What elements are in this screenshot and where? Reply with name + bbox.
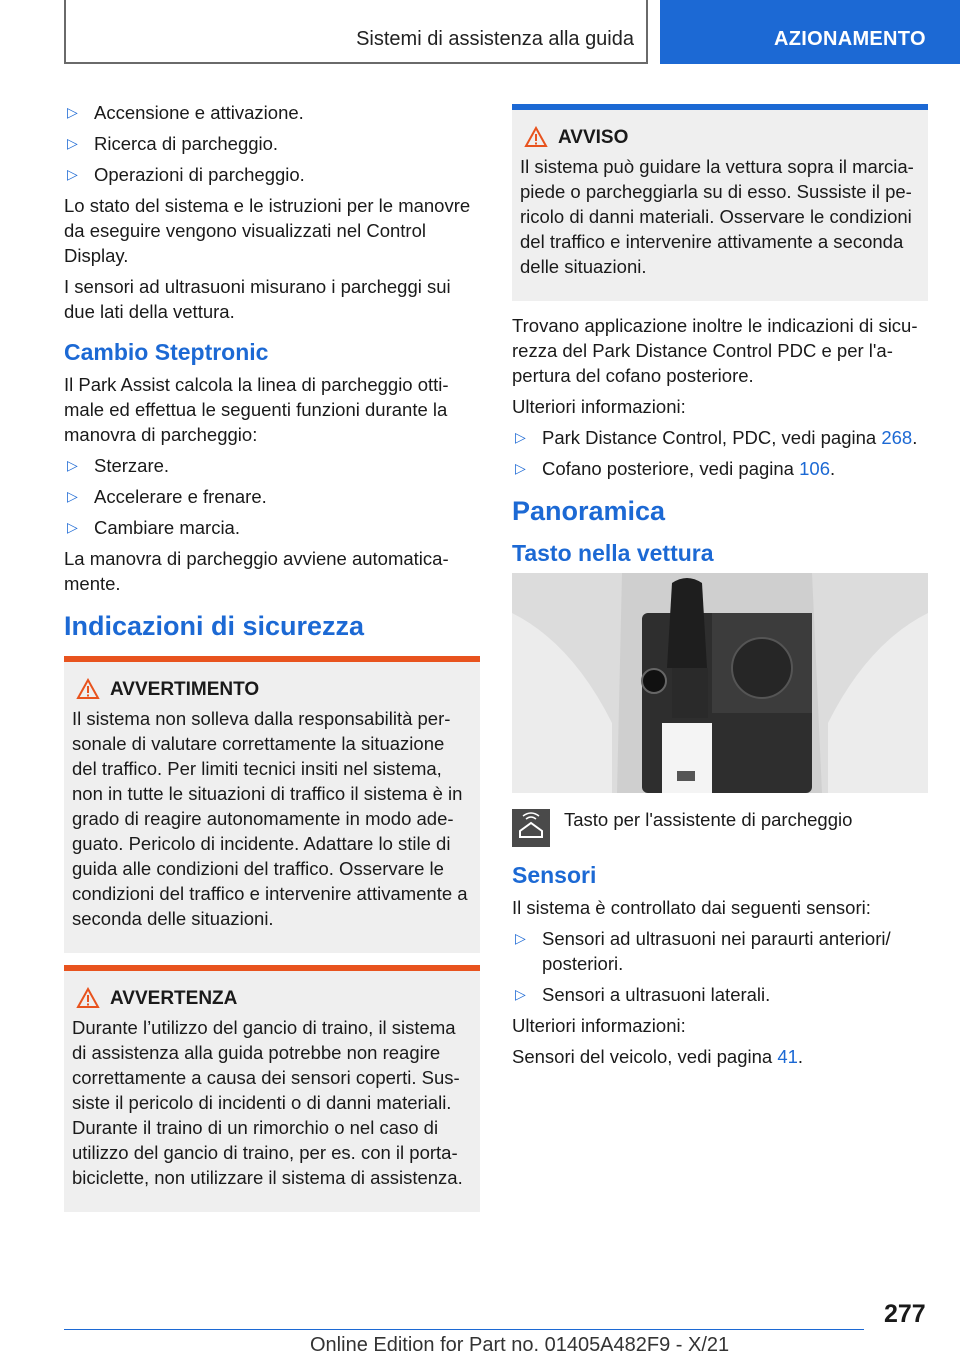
page-number: 277 (884, 1300, 926, 1328)
warning-box-avvertimento (64, 656, 480, 953)
list-item: ▷ Accelerare e frenare. (67, 486, 267, 507)
header-section-box (64, 0, 648, 64)
list-item: ▷ Cofano posteriore, vedi pagina 106. (515, 458, 836, 479)
notice-text: Il sistema può guidare la vettura sopra il marciapiede o parcheggiarla su di esso. Sussiste il pericolo di danni materiali. Osservare le condizioni del traffico e intervenire attivamente a seconda delle situazioni. (520, 156, 914, 277)
list-item: ▷ Sterzare. (67, 455, 170, 476)
notice-title: AVVISO (520, 126, 920, 150)
caption-text: Tasto per l'assistente di parcheggio (564, 809, 853, 830)
list-item: ▷ Operazioni di parcheggio. (67, 164, 305, 185)
list-item: ▷ Cambiare marcia. (67, 517, 240, 538)
paragraph: Trovano applicazione inoltre le indicazioni di sicurezza del Park Distance Control PDC e per l'apertura del cofano posteriore. (512, 315, 918, 386)
heading-panoramica: Panoramica (512, 496, 666, 526)
section-title: Sistemi di assistenza alla guida (356, 28, 634, 50)
footer-divider (64, 1329, 864, 1330)
warning-box-avvertenza (64, 965, 480, 1212)
left-column (64, 100, 480, 1212)
triangle-bullet-icon: ▷ (515, 930, 526, 946)
list-item: ▷ Sensori a ultrasuoni laterali. (515, 984, 771, 1005)
heading-indicazioni-sicurezza: Indicazioni di sicurezza (64, 611, 365, 641)
chapter-tab-label: AZIONAMENTO (774, 28, 926, 50)
paragraph: Lo stato del sistema e le istruzioni per le manovre da eseguire vengono visualizzati nel Control Display. (64, 195, 471, 266)
gear-selector-illustration (512, 573, 928, 793)
paragraph: Sensori del veicolo, vedi pagina 41. (512, 1046, 804, 1067)
triangle-bullet-icon: ▷ (515, 986, 526, 1002)
image-caption (512, 807, 928, 847)
triangle-bullet-icon: ▷ (515, 429, 526, 445)
list-item: ▷ Sensori ad ultrasuoni nei paraurti anteriori/ posteriori. (515, 928, 891, 974)
warning-triangle-icon (524, 126, 548, 148)
list-item: ▷ Accensione e attivazione. (67, 102, 304, 123)
warning-title: AVVERTIMENTO (72, 678, 472, 702)
car-console-image (512, 573, 928, 793)
list-item: ▷ Ricerca di parcheggio. (67, 133, 279, 154)
triangle-bullet-icon: ▷ (67, 519, 78, 535)
warning-triangle-icon (76, 987, 100, 1009)
page-link-41[interactable]: 41 (777, 1046, 798, 1067)
paragraph: I sensori ad ultrasuoni misurano i parcheggi sui due lati della vettura. (64, 276, 451, 322)
warning-text: Durante l’utilizzo del gancio di traino, il sistema di assistenza alla guida potrebbe non reagire correttamente a causa dei sensori coperti. Sussiste il pericolo di incidenti o di danni materiali. Durante il traino di un rimorchio o nel caso di utilizzo del gancio di traino, per es. con il portabiciclette, non utilizzare il sistema di assistenza. (72, 1017, 463, 1188)
warning-text: Il sistema non solleva dalla responsabilità personale di valutare correttamente la situazione del traffico. Per limiti tecnici insiti nel sistema, non in tutte le situazioni di traffico il sistema è in grado di reagire autonomamente in modo adeguato. Pericolo di incidente. Adattare lo stile di guida alle condizioni del traffico. Osservare le condizioni del traffico e intervenire attivamente a seconda delle situazioni. (72, 708, 468, 929)
paragraph: Il Park Assist calcola la linea di parcheggio ottimale ed effettua le seguenti funzioni durante la manovra di parcheggio: (64, 374, 449, 445)
chapter-tab[interactable] (660, 0, 960, 64)
triangle-bullet-icon: ▷ (67, 104, 78, 120)
heading-cambio-steptronic: Cambio Steptronic (64, 339, 269, 365)
triangle-bullet-icon: ▷ (515, 460, 526, 476)
page-link-106[interactable]: 106 (799, 458, 830, 479)
right-column (512, 104, 928, 1075)
triangle-bullet-icon: ▷ (67, 488, 78, 504)
paragraph: Ulteriori informazioni: (512, 1015, 686, 1036)
heading-tasto-vettura: Tasto nella vettura (512, 540, 714, 566)
parking-assistant-button-icon (512, 809, 550, 847)
warning-triangle-icon (76, 678, 100, 700)
notice-box-avviso (512, 104, 928, 301)
paragraph: Il sistema è controllato dai seguenti sensori: (512, 897, 871, 918)
warning-title: AVVERTENZA (72, 987, 472, 1011)
triangle-bullet-icon: ▷ (67, 166, 78, 182)
paragraph: Ulteriori informazioni: (512, 396, 686, 417)
list-item: ▷ Park Distance Control, PDC, vedi pagina 268. (515, 427, 918, 448)
triangle-bullet-icon: ▷ (67, 135, 78, 151)
triangle-bullet-icon: ▷ (67, 457, 78, 473)
heading-sensori: Sensori (512, 862, 597, 888)
page-link-268[interactable]: 268 (881, 427, 913, 448)
footer-edition: Online Edition for Part no. 01405A482F9 - X/21 (310, 1334, 730, 1356)
paragraph: La manovra di parcheggio avviene automaticamente. (64, 548, 449, 594)
